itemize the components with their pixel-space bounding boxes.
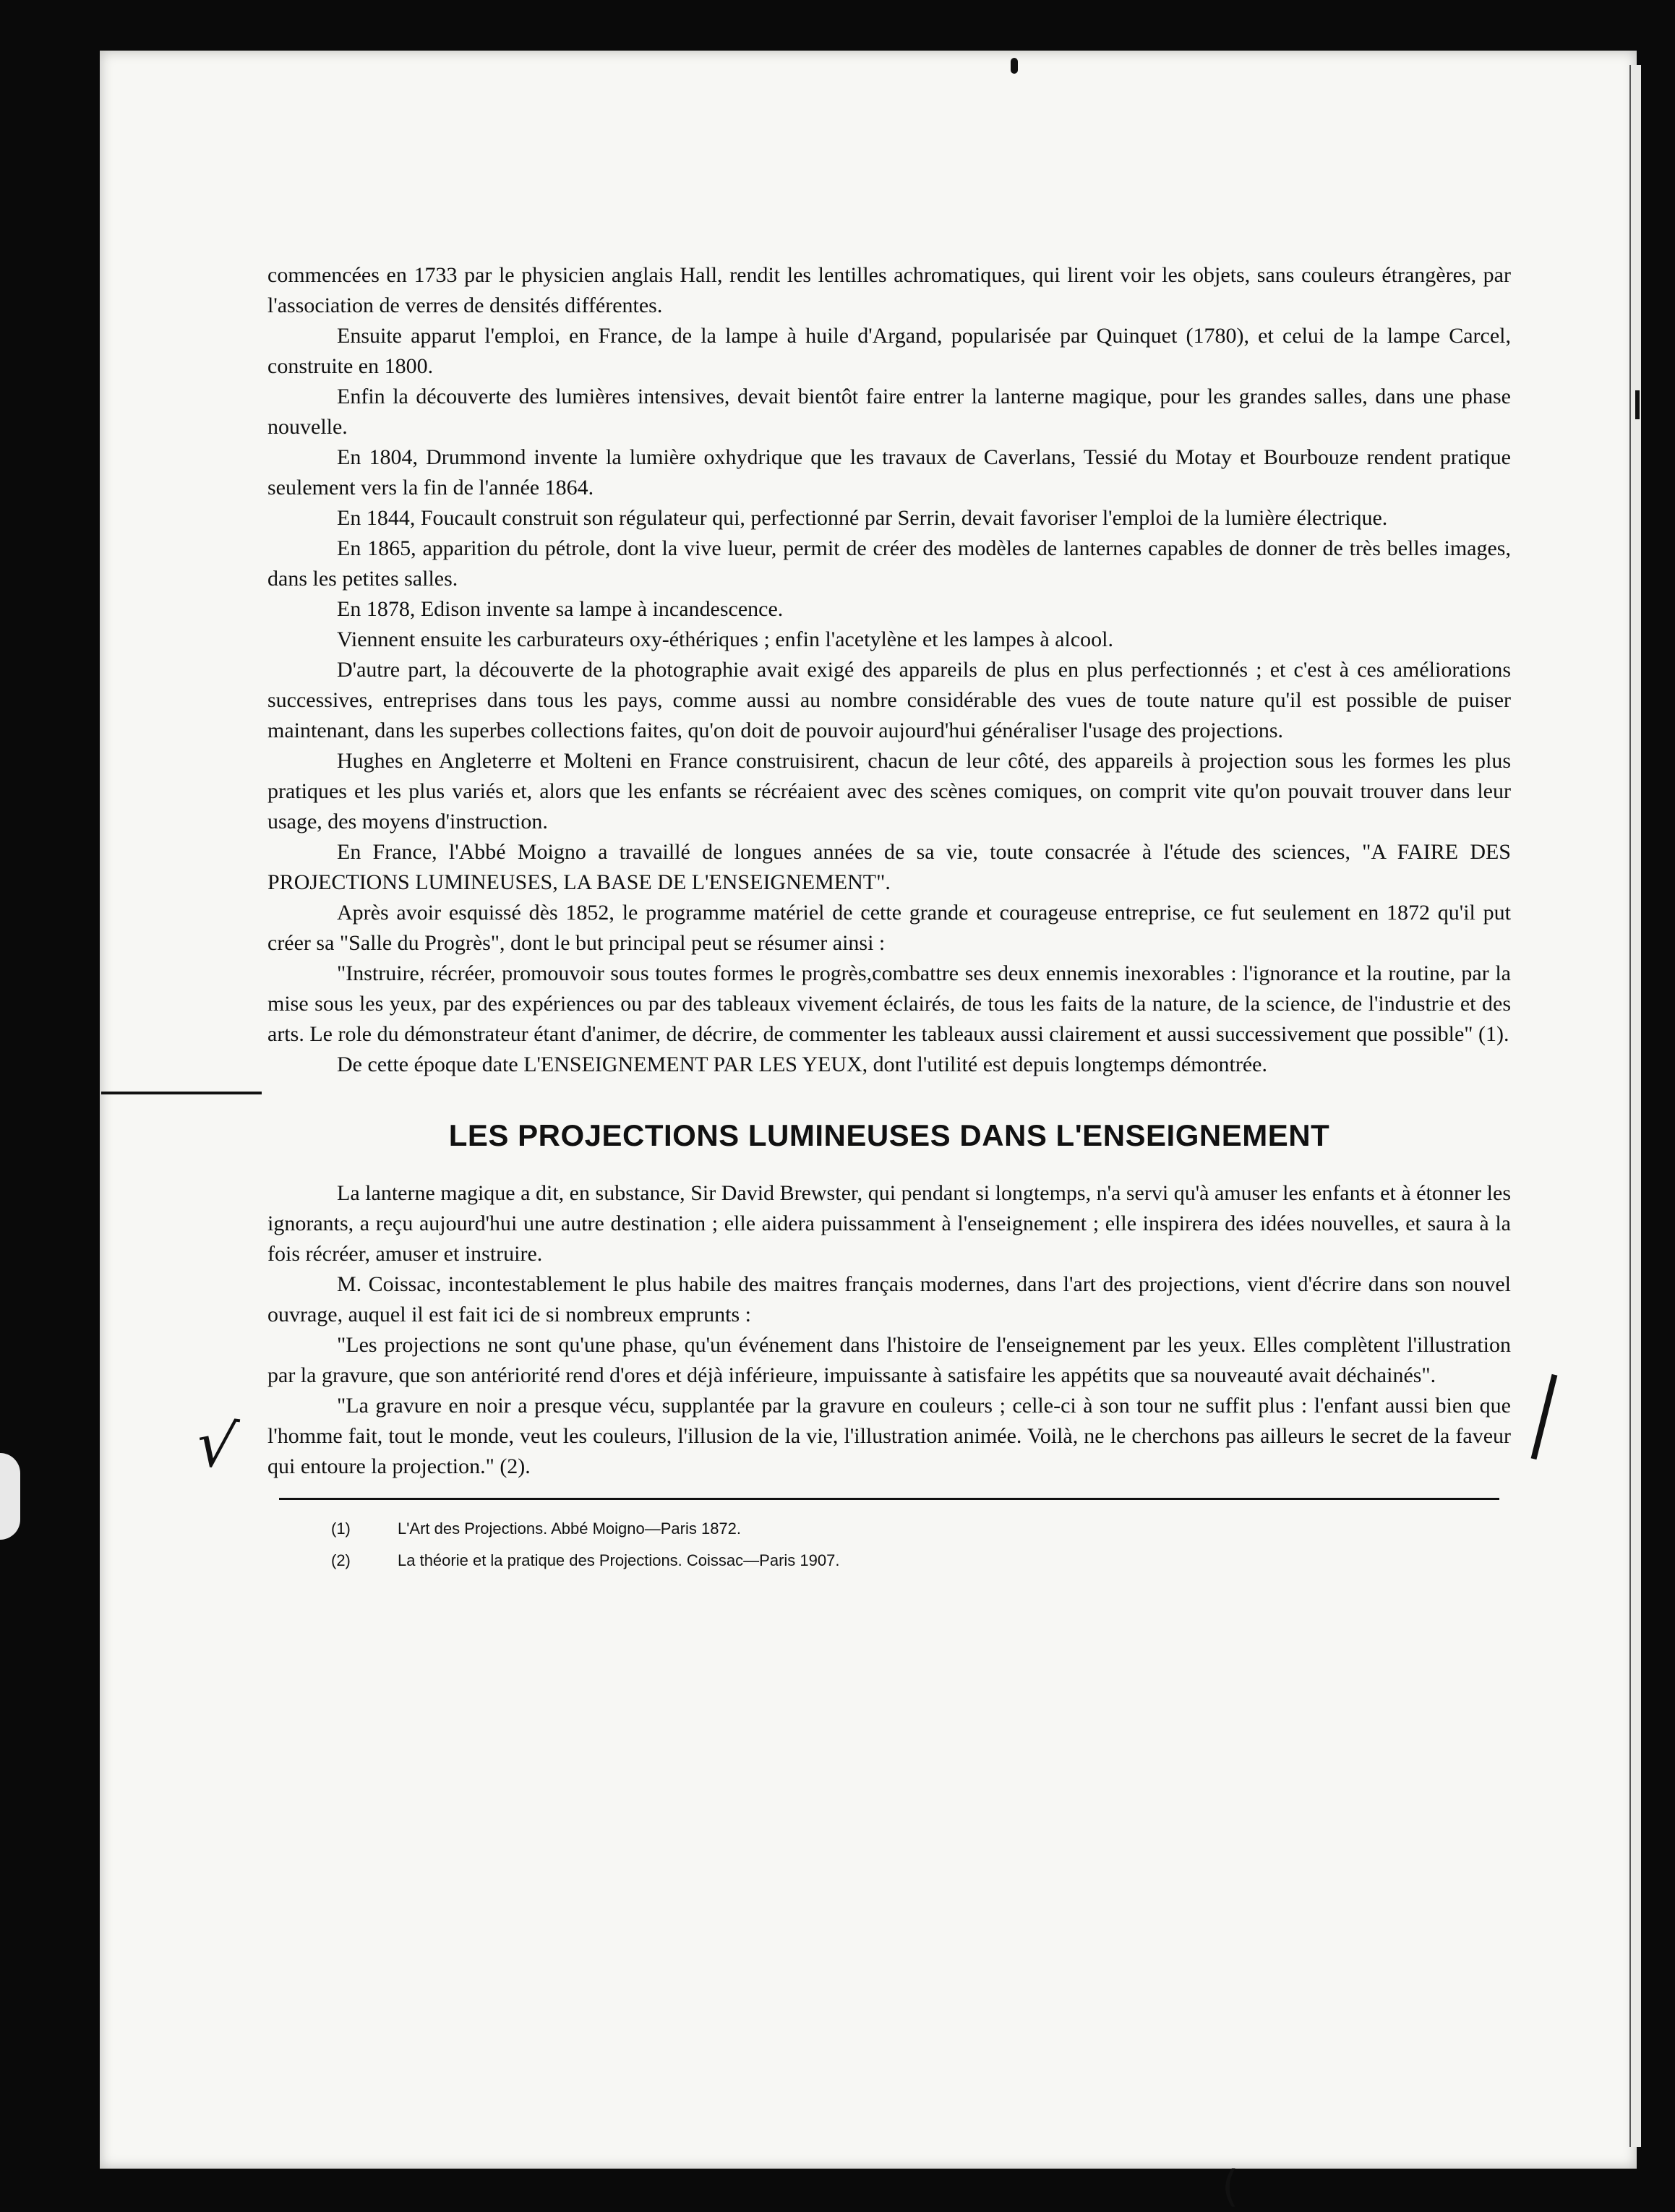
- footnote: [267, 1513, 1511, 1545]
- body-paragraph: commencées en 1733 par le physicien anglais Hall, rendit les lentilles achromatiques, qui lirent voir les objets, sans couleurs étrangères, par l'association de verres de densités différentes.: [267, 263, 1511, 317]
- body-paragraph: Enfin la découverte des lumières intensives, devait bientôt faire entrer la lanterne magique, pour les grandes salles, dans une phase nouvelle.: [267, 385, 1511, 439]
- body-paragraph: En 1878, Edison invente sa lampe à incandescence.: [337, 597, 784, 621]
- top-ink-mark: [1011, 58, 1018, 74]
- handwritten-mark-left: √: [192, 1407, 241, 1485]
- body-paragraph: Viennent ensuite les carburateurs oxy-éthériques ; enfin l'acetylène et les lampes à alcool.: [337, 627, 1114, 651]
- body-paragraph: Ensuite apparut l'emploi, en France, de la lampe à huile d'Argand, popularisée par Quinquet (1780), et celui de la lampe Carcel, construite en 1800.: [267, 324, 1511, 378]
- footnote: [267, 1545, 1511, 1577]
- body-paragraph: Hughes en Angleterre et Molteni en France construisirent, chacun de leur côté, des appareils à projection sous les formes les plus pratiques et les plus variés et, alors que les enfants se récréaient avec des scènes comiques, on comprit vite qu'on pouvait trouver dans leur usage, des moyens d'instruction.: [267, 749, 1511, 833]
- left-edge-blot: [0, 1453, 20, 1540]
- body-paragraph: En 1844, Foucault construit son régulateur qui, perfectionné par Serrin, devait favoriser l'emploi de la lumière électrique.: [337, 506, 1388, 530]
- footnote-number: (2): [331, 1551, 351, 1569]
- bottom-ink-mark: (: [1222, 2161, 1239, 2212]
- footnote-text: La théorie et la pratique des Projections. Coissac—Paris 1907.: [398, 1551, 840, 1569]
- body-paragraph: En 1804, Drummond invente la lumière oxhydrique que les travaux de Caverlans, Tessié du Motay et Bourbouze rendent pratique seulement vers la fin de l'année 1864.: [267, 445, 1511, 500]
- section-paragraph: La lanterne magique a dit, en substance, Sir David Brewster, qui pendant si longtemps, n'a servi qu'à amuser les enfants et à étonner les ignorants, a reçu aujourd'hui une autre destination ; elle aidera puissamment à l'enseignement ; elle inspirera des idées nouvelles, et saura à la fois récréer, amuser et instruire.: [267, 1181, 1511, 1266]
- body-paragraph: Après avoir esquissé dès 1852, le programme matériel de cette grande et courageuse entreprise, ce fut seulement en 1872 qu'il put créer sa "Salle du Progrès", dont le but principal peut se résumer ainsi :: [267, 901, 1511, 955]
- body-paragraph: D'autre part, la découverte de la photographie avait exigé des appareils de plus en plus perfectionnés ; et c'est à ces améliorations successives, entreprises dans tous les pays, comme aussi au nombre considérable des vues de toute nature qu'il est possible de puiser maintenant, dans les superbes collections faites, qu'on doit de pouvoir aujourd'hui généraliser l'usage des projections.: [267, 658, 1511, 742]
- right-margin-mark: [1635, 390, 1640, 419]
- body-paragraph: En France, l'Abbé Moigno a travaillé de longues années de sa vie, toute consacrée à l'étude des sciences, "A FAIRE DES PROJECTIONS LUMINEUSES, LA BASE DE L'ENSEIGNEMENT".: [267, 840, 1511, 894]
- section-title: LES PROJECTIONS LUMINEUSES DANS L'ENSEIGNEMENT: [448, 1118, 1330, 1152]
- body-paragraph: En 1865, apparition du pétrole, dont la vive lueur, permit de créer des modèles de lanternes capables de donner de très belles images, dans les petites salles.: [267, 536, 1511, 591]
- page-edge: [1629, 65, 1641, 2147]
- footnote-text: L'Art des Projections. Abbé Moigno—Paris 1872.: [398, 1519, 742, 1538]
- footnote-number: (1): [331, 1519, 351, 1538]
- quotation: "Instruire, récréer, promouvoir sous toutes formes le progrès,combattre ses deux ennemis inexorables : l'ignorance et la routine, par la mise sous les yeux, par des expériences ou par des tableaux vivement éclairés, de tous les faits de la nature, de la science, de l'industrie et des arts. Le role du démonstrateur étant d'animer, de décrire, de commenter les tableaux aussi clairement et aussi successivement que possible" (1).: [267, 961, 1511, 1046]
- section-paragraph: M. Coissac, incontestablement le plus habile des maitres français modernes, dans l'art des projections, vient d'écrire dans son nouvel ouvrage, auquel il est fait ici de si nombreux emprunts :: [267, 1272, 1511, 1326]
- body-paragraph: De cette époque date L'ENSEIGNEMENT PAR LES YEUX, dont l'utilité est depuis longtemps démontrée.: [337, 1053, 1267, 1076]
- section-paragraph: "Les projections ne sont qu'une phase, qu'un événement dans l'histoire de l'enseignement par les yeux. Elles complètent l'illustration par la gravure, que son antériorité rend d'ores et déjà inférieure, impuissante à satisfaire les appétits que sa nouveauté avait déchainés".: [267, 1333, 1511, 1387]
- page-text: [267, 260, 1511, 1577]
- footnote-divider: [279, 1498, 1499, 1500]
- section-paragraph: "La gravure en noir a presque vécu, supplantée par la gravure en couleurs ; celle-ci à son tour ne suffit plus : l'enfant aussi bien que l'homme fait, tout le monde, veut les couleurs, l'illusion de la vie, l'illustration animée. Voilà, ne le cherchons pas ailleurs le secret de la faveur qui entoure la projection." (2).: [267, 1394, 1511, 1478]
- left-margin-line: [101, 1092, 262, 1094]
